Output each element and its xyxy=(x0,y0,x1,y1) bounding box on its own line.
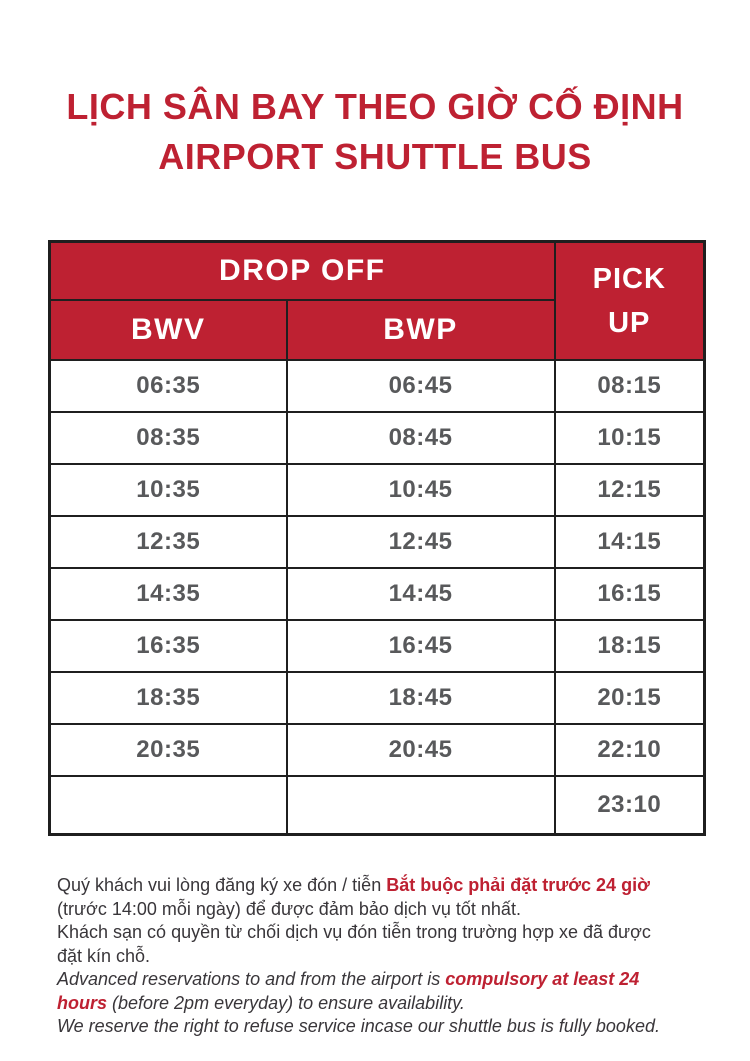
cell-bwp-time: 12:45 xyxy=(287,516,555,568)
cell-pickup-time: 22:10 xyxy=(555,724,705,776)
cell-bwp-time: 20:45 xyxy=(287,724,555,776)
bwp-header: BWP xyxy=(287,300,555,360)
cell-bwv-time: 06:35 xyxy=(50,360,287,412)
cell-pickup-time: 12:15 xyxy=(555,464,705,516)
title-english: AIRPORT SHUTTLE BUS xyxy=(158,136,592,177)
cell-bwp-time: 18:45 xyxy=(287,672,555,724)
table-row xyxy=(50,568,705,620)
cell-bwp-time: 14:45 xyxy=(287,568,555,620)
title-vietnamese: LỊCH SÂN BAY THEO GIỜ CỐ ĐỊNH xyxy=(66,86,684,127)
note-text-segment: Khách sạn có quyền từ chối dịch vụ đón tiễn trong trường hợp xe đã được xyxy=(57,922,651,942)
note-line xyxy=(57,921,719,945)
note-text-segment: compulsory at least 24 xyxy=(445,969,640,989)
note-text-segment: hours xyxy=(57,992,113,1013)
cell-bwv-time: 08:35 xyxy=(50,412,287,464)
note-line xyxy=(57,874,719,898)
cell-bwp-time: 08:45 xyxy=(287,412,555,464)
header-row-top xyxy=(50,242,705,300)
page-title xyxy=(0,82,750,182)
cell-bwp-time: 06:45 xyxy=(287,360,555,412)
cell-bwv-time xyxy=(50,776,287,835)
cell-bwp-time: 16:45 xyxy=(287,620,555,672)
cell-bwp-time: 10:45 xyxy=(287,464,555,516)
table-row xyxy=(50,620,705,672)
cell-pickup-time: 18:15 xyxy=(555,620,705,672)
note-text-segment: We reserve the right to refuse service incase our shuttle bus is fully booked. xyxy=(57,1016,660,1036)
cell-pickup-time: 14:15 xyxy=(555,516,705,568)
cell-pickup-time: 23:10 xyxy=(555,776,705,835)
cell-pickup-time: 08:15 xyxy=(555,360,705,412)
cell-pickup-time: 16:15 xyxy=(555,568,705,620)
table-row xyxy=(50,464,705,516)
bwv-header: BWV xyxy=(50,300,287,360)
cell-bwv-time: 20:35 xyxy=(50,724,287,776)
note-line xyxy=(57,945,719,969)
cell-bwv-time: 18:35 xyxy=(50,672,287,724)
table-row xyxy=(50,724,705,776)
pick-up-label-line1: PICK xyxy=(592,262,666,295)
note-text-segment: Quý khách vui lòng đăng ký xe đón / tiễn xyxy=(57,875,387,895)
cell-bwp-time xyxy=(287,776,555,835)
note-line xyxy=(57,968,719,992)
drop-off-header: DROP OFF xyxy=(50,242,555,300)
cell-bwv-time: 12:35 xyxy=(50,516,287,568)
note-text-segment: Advanced reservations to and from the airport is xyxy=(57,969,446,989)
notes-section xyxy=(57,874,719,1039)
schedule-table xyxy=(48,240,706,836)
cell-bwv-time: 16:35 xyxy=(50,620,287,672)
cell-bwv-time: 10:35 xyxy=(50,464,287,516)
note-text-segment: (before 2pm everyday) to ensure availability. xyxy=(112,992,465,1013)
note-text-segment: Bắt buộc phải đặt trước 24 giờ xyxy=(386,875,650,895)
note-line xyxy=(57,1015,719,1039)
note-line xyxy=(57,992,719,1016)
table-row xyxy=(50,672,705,724)
table-row xyxy=(50,360,705,412)
cell-pickup-time: 10:15 xyxy=(555,412,705,464)
table-row xyxy=(50,516,705,568)
note-text-segment: (trước 14:00 mỗi ngày) để được đảm bảo dịch vụ tốt nhất. xyxy=(57,898,521,919)
pick-up-label-line2: UP xyxy=(608,306,651,339)
table-row xyxy=(50,776,705,835)
note-line xyxy=(57,898,719,922)
pick-up-header xyxy=(555,242,705,360)
table-row xyxy=(50,412,705,464)
cell-pickup-time: 20:15 xyxy=(555,672,705,724)
cell-bwv-time: 14:35 xyxy=(50,568,287,620)
note-text-segment: đặt kín chỗ. xyxy=(57,945,151,966)
